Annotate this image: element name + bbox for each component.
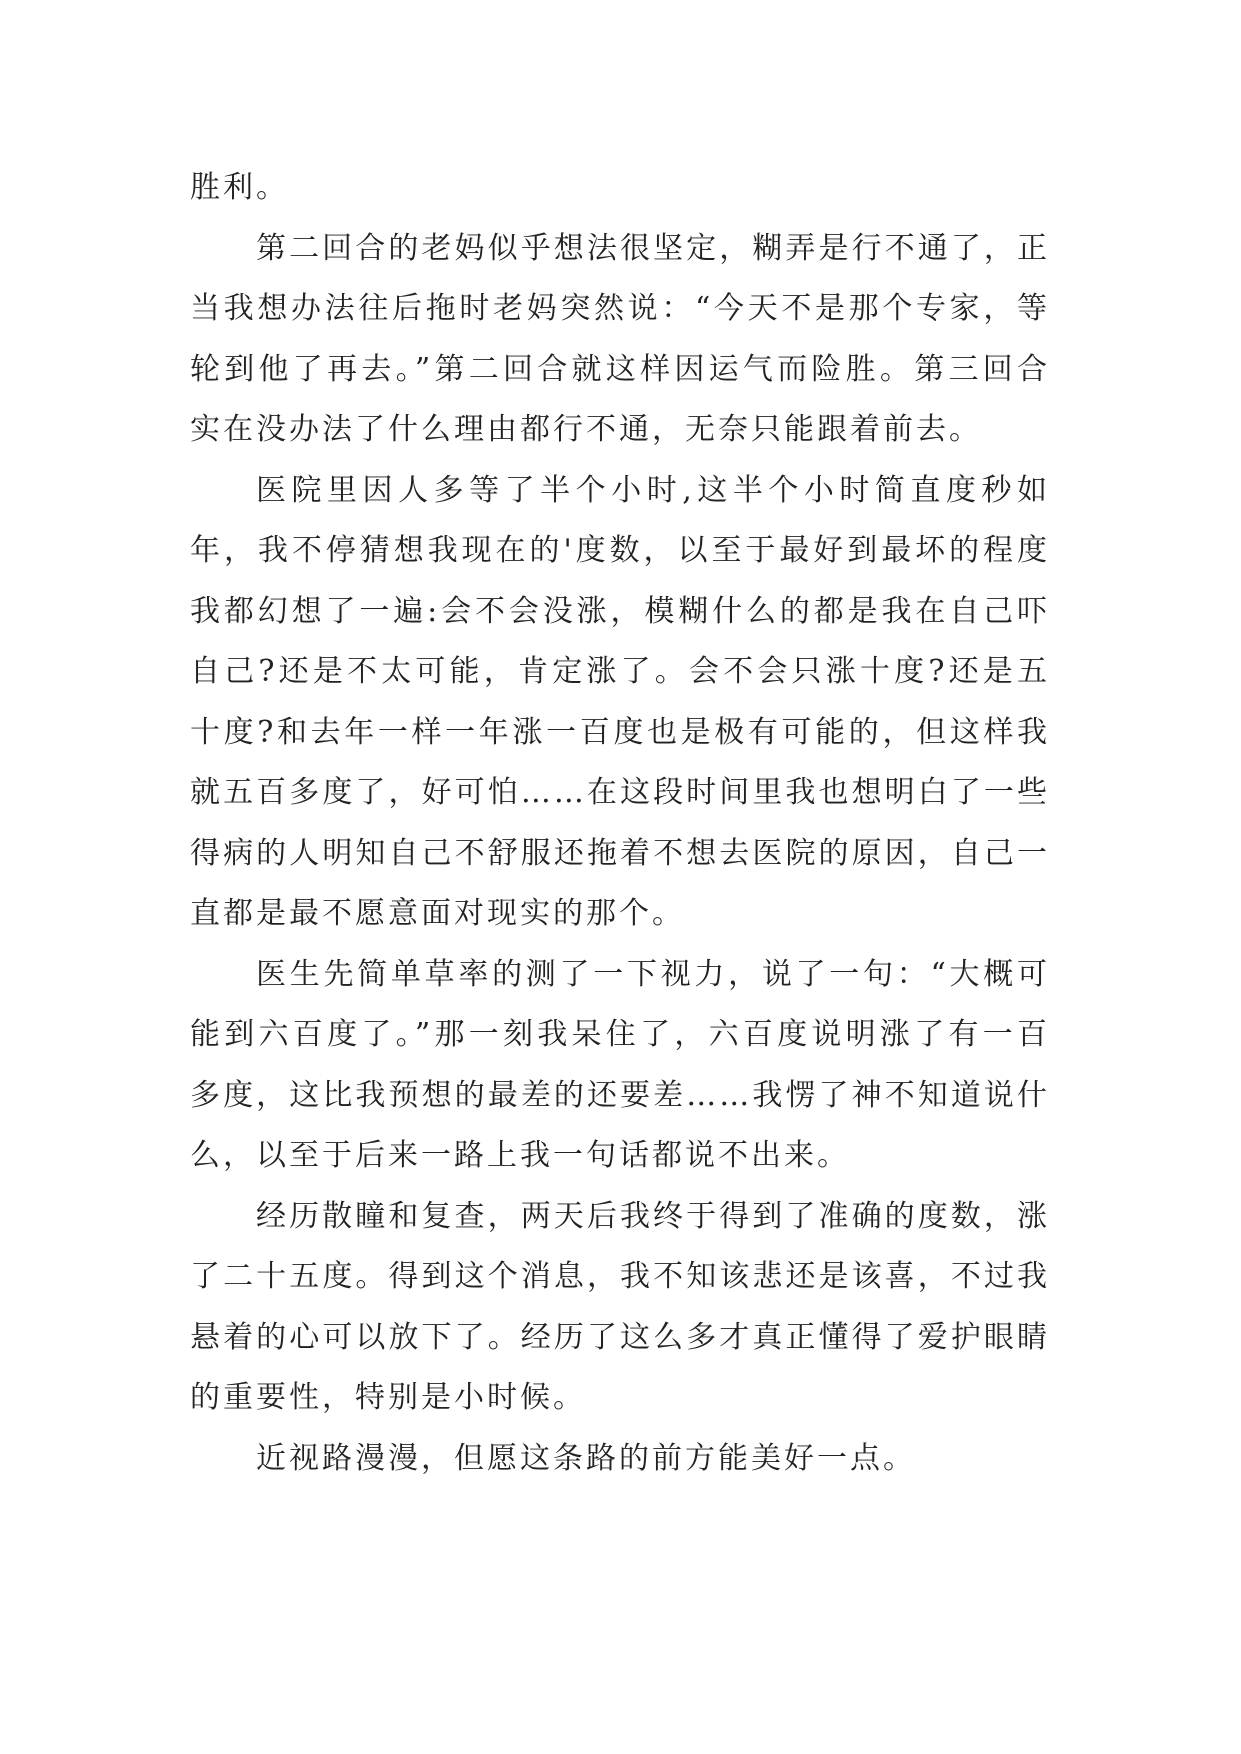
paragraph: 经历散瞳和复查，两天后我终于得到了准确的度数，涨了二十五度。得到这个消息，我不知该悲还是该喜，不过我悬着的心可以放下了。经历了这么多才真正懂得了爱护眼睛的重要性，特别是小时候。	[190, 1198, 1050, 1415]
paragraph-continuation: 胜利。	[190, 170, 289, 205]
paragraph: 医生先简单草率的测了一下视力，说了一句：“大概可能到六百度了。”那一刻我呆住了，六百度说明涨了有一百多度，这比我预想的最差的还要差……我愣了神不知道说什么，以至于后来一路上我一句话都说不出来。	[190, 956, 1050, 1173]
document-body	[190, 158, 1050, 1489]
paragraph: 医院里因人多等了半个小时,这半个小时简直度秒如年，我不停猜想我现在的'度数，以至于最好到最坏的程度我都幻想了一遍:会不会没涨，模糊什么的都是我在自己吓自己?还是不太可能，肯定涨了。会不会只涨十度?还是五十度?和去年一样一年涨一百度也是极有可能的，但这样我就五百多度了，好可怕……在这段时间里我也想明白了一些得病的人明知自己不舒服还拖着不想去医院的原因，自己一直都是最不愿意面对现实的那个。	[190, 472, 1050, 931]
paragraph: 近视路漫漫，但愿这条路的前方能美好一点。	[256, 1440, 916, 1476]
paragraph: 第二回合的老妈似乎想法很坚定，糊弄是行不通了，正当我想办法往后拖时老妈突然说：“今天不是那个专家，等轮到他了再去。”第二回合就这样因运气而险胜。第三回合实在没办法了什么理由都行不通，无奈只能跟着前去。	[190, 230, 1050, 447]
